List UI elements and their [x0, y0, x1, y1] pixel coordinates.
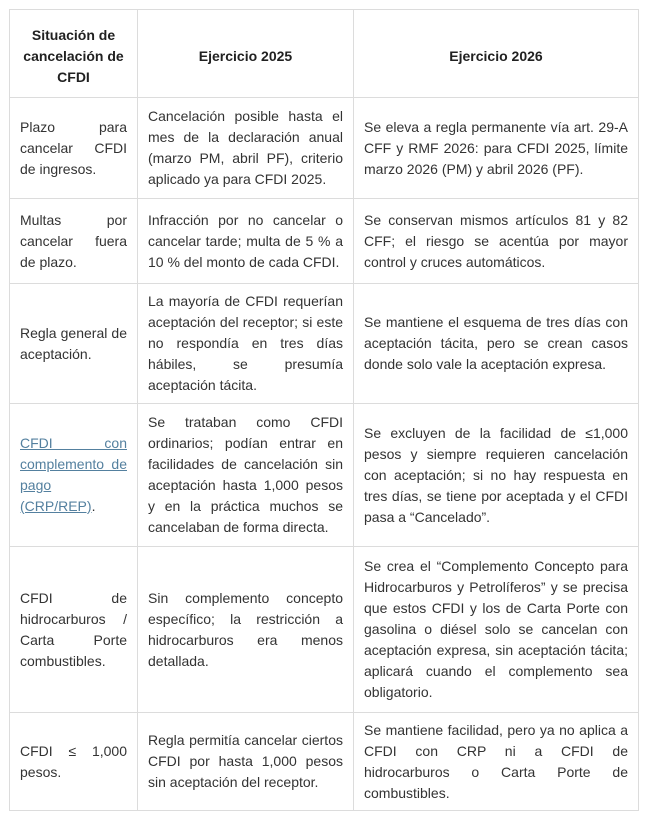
- cell-situation: Plazo para cancelar CFDI de ingresos.: [10, 98, 138, 199]
- table-row-regla-general: [10, 284, 639, 404]
- cell-situation: [10, 404, 138, 547]
- cell-ejercicio-2026: Se eleva a regla permanente vía art. 29-A CFF y RMF 2026: para CFDI 2025, límite marzo 2026 (PM) y abril 2026 (PF).: [354, 98, 639, 199]
- cell-ejercicio-2025: La mayoría de CFDI requerían aceptación del receptor; si este no respondía en tres días hábiles, se presumía aceptación tácita.: [138, 284, 354, 404]
- cell-situation: Multas por cancelar fuera de plazo.: [10, 199, 138, 284]
- cell-ejercicio-2026: Se mantiene el esquema de tres días con aceptación tácita, pero se crean casos donde solo vale la aceptación expresa.: [354, 284, 639, 404]
- cell-ejercicio-2025: Sin complemento concepto específico; la restricción a hidrocarburos era menos detallada.: [138, 547, 354, 713]
- cell-situation: Regla general de aceptación.: [10, 284, 138, 404]
- cell-situation: CFDI ≤ 1,000 pesos.: [10, 713, 138, 811]
- cfdi-comparison-table: [9, 9, 639, 811]
- header-ejercicio-2025: Ejercicio 2025: [138, 10, 354, 98]
- cell-ejercicio-2025: Regla permitía cancelar ciertos CFDI por hasta 1,000 pesos sin aceptación del receptor.: [138, 713, 354, 811]
- table-row-plazo: [10, 98, 639, 199]
- cell-ejercicio-2025: Se trataban como CFDI ordinarios; podían entrar en facilidades de cancelación sin aceptación hasta 1,000 pesos y en la práctica muchos se cancelaban de forma directa.: [138, 404, 354, 547]
- cell-situation: CFDI de hidrocarburos / Carta Porte combustibles.: [10, 547, 138, 713]
- header-row: [10, 10, 639, 98]
- table-row-hidrocarburos: [10, 547, 639, 713]
- crp-rep-link[interactable]: CFDI con complemento de pago (CRP/REP): [20, 435, 127, 514]
- header-ejercicio-2026: Ejercicio 2026: [354, 10, 639, 98]
- cell-ejercicio-2026: Se crea el “Complemento Concepto para Hidrocarburos y Petrolíferos” y se precisa que estos CFDI y los de Carta Porte con gasolina o diésel solo se cancelan con aceptación expresa, sin aceptación tácita; aplicará cuando el complemento sea obligatorio.: [354, 547, 639, 713]
- cell-ejercicio-2026: Se mantiene facilidad, pero ya no aplica a CFDI con CRP ni a CFDI de hidrocarburos o Carta Porte de combustibles.: [354, 713, 639, 811]
- table-row-multas: [10, 199, 639, 284]
- table-row-crp: [10, 404, 639, 547]
- cell-ejercicio-2025: Infracción por no cancelar o cancelar tarde; multa de 5 % a 10 % del monto de cada CFDI.: [138, 199, 354, 284]
- table-row-mil-pesos: [10, 713, 639, 811]
- cell-ejercicio-2026: Se conservan mismos artículos 81 y 82 CFF; el riesgo se acentúa por mayor control y cruces automáticos.: [354, 199, 639, 284]
- header-situacion: Situación de cancelación de CFDI: [10, 10, 138, 98]
- cell-ejercicio-2026: Se excluyen de la facilidad de ≤1,000 pesos y siempre requieren cancelación con aceptación; si no hay respuesta en tres días, se tiene por aceptada y el CFDI pasa a “Cancelado”.: [354, 404, 639, 547]
- cell-ejercicio-2025: Cancelación posible hasta el mes de la declaración anual (marzo PM, abril PF), criterio aplicado ya para CFDI 2025.: [138, 98, 354, 199]
- link-suffix-text: .: [91, 498, 96, 514]
